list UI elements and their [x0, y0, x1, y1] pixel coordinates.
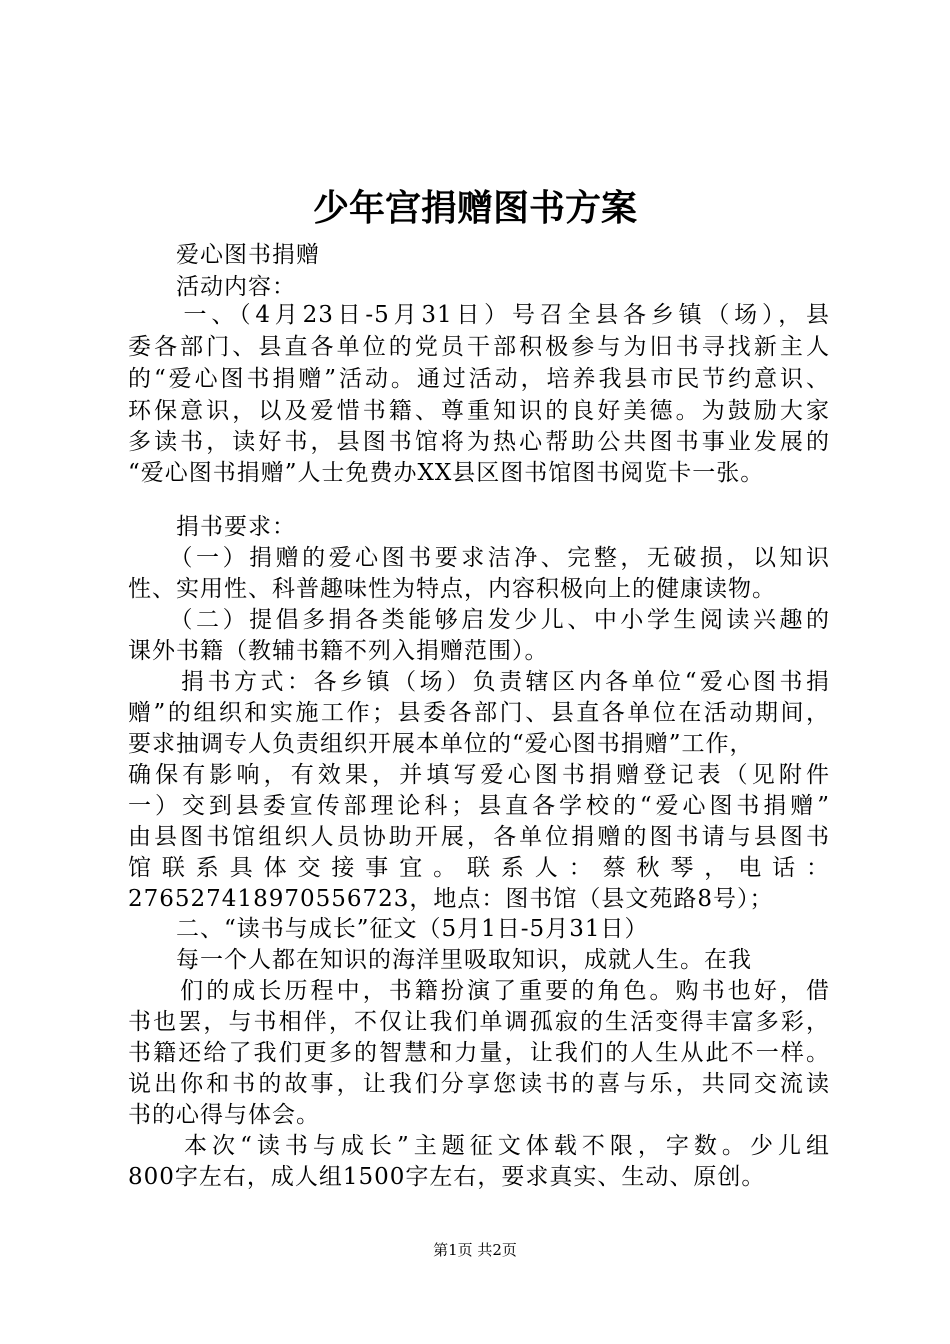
body-line: 活动内容： — [128, 274, 296, 300]
body-line: 确保有影响，有效果，并填写爱心图书捐赠登记表（见附件 — [128, 762, 830, 788]
body-line: 要求抽调专人负责组织开展本单位的“爱心图书捐赠”工作， — [128, 731, 754, 757]
body-line: 800字左右，成人组1500字左右，要求真实、生动、原创。 — [128, 1164, 766, 1190]
body-line: 每一个人都在知识的海洋里吸取知识，成就人生。在我 — [128, 947, 752, 973]
document-title: 少年宫捐赠图书方案 — [312, 187, 637, 229]
body-line: 的“爱心图书捐赠”活动。通过活动，培养我县市民节约意识、 — [128, 366, 830, 392]
body-line: （二）提倡多捐各类能够启发少儿、中小学生阅读兴趣的 — [128, 607, 830, 633]
body-line: 一）交到县委宣传部理论科；县直各学校的“爱心图书捐赠” — [128, 793, 830, 819]
body-line: 捐书方式：各乡镇（场）负责辖区内各单位“爱心图书捐 — [128, 669, 830, 695]
body-line: 一、（4月23日-5月31日）号召全县各乡镇（场），县 — [128, 302, 830, 328]
body-line: 委各部门、县直各单位的党员干部积极参与为旧书寻找新主人 — [128, 334, 830, 360]
page-number-footer: 第1页 共2页 — [433, 1241, 517, 1259]
body-line: 捐书要求： — [128, 514, 296, 540]
body-line: 多读书，读好书，县图书馆将为热心帮助公共图书事业发展的 — [128, 429, 830, 455]
body-line: 馆联系具体交接事宜。联系人：蔡秋琴，电话： — [128, 855, 830, 881]
body-line: 赠”的组织和实施工作；县委各部门、县直各单位在活动期间， — [128, 700, 830, 726]
body-line: “爱心图书捐赠”人士免费办XX县区图书馆图书阅览卡一张。 — [128, 460, 765, 486]
body-line: 爱心图书捐赠 — [128, 242, 320, 268]
body-line: 27652741897055​6723，地点：图书馆（县文苑路8号）； — [128, 886, 774, 912]
body-line: 书也罢，与书相伴，不仅让我们单调孤寂的生活变得丰富多彩， — [128, 1009, 830, 1035]
body-line: 由县图书馆组织人员协助开展，各单位捐赠的图书请与县图书 — [128, 824, 830, 850]
body-line: 二、“读书与成长”征文（5月1日-5月31日） — [128, 916, 649, 942]
body-line: 环保意识，以及爱惜书籍、尊重知识的良好美德。为鼓励大家 — [128, 398, 830, 424]
body-line: 课外书籍（教辅书籍不列入捐赠范围）。 — [128, 638, 549, 664]
body-line: 书籍还给了我们更多的智慧和力量，让我们的人生从此不一样。 — [128, 1040, 830, 1066]
body-line: 们的成长历程中，书籍扮演了重要的角色。购书也好，借 — [128, 978, 830, 1004]
body-line: 性、实用性、科普趣味性为特点，内容积极向上的健康读物。 — [128, 576, 776, 602]
body-line: 说出你和书的故事，让我们分享您读书的喜与乐，共同交流读 — [128, 1071, 830, 1097]
body-line: 本次“读书与成长”主题征文体载不限，字数。少儿组 — [128, 1133, 830, 1159]
body-line: 书的心得与体会。 — [128, 1102, 320, 1128]
body-line: （一）捐赠的爱心图书要求洁净、完整，无破损，以知识 — [128, 545, 830, 571]
